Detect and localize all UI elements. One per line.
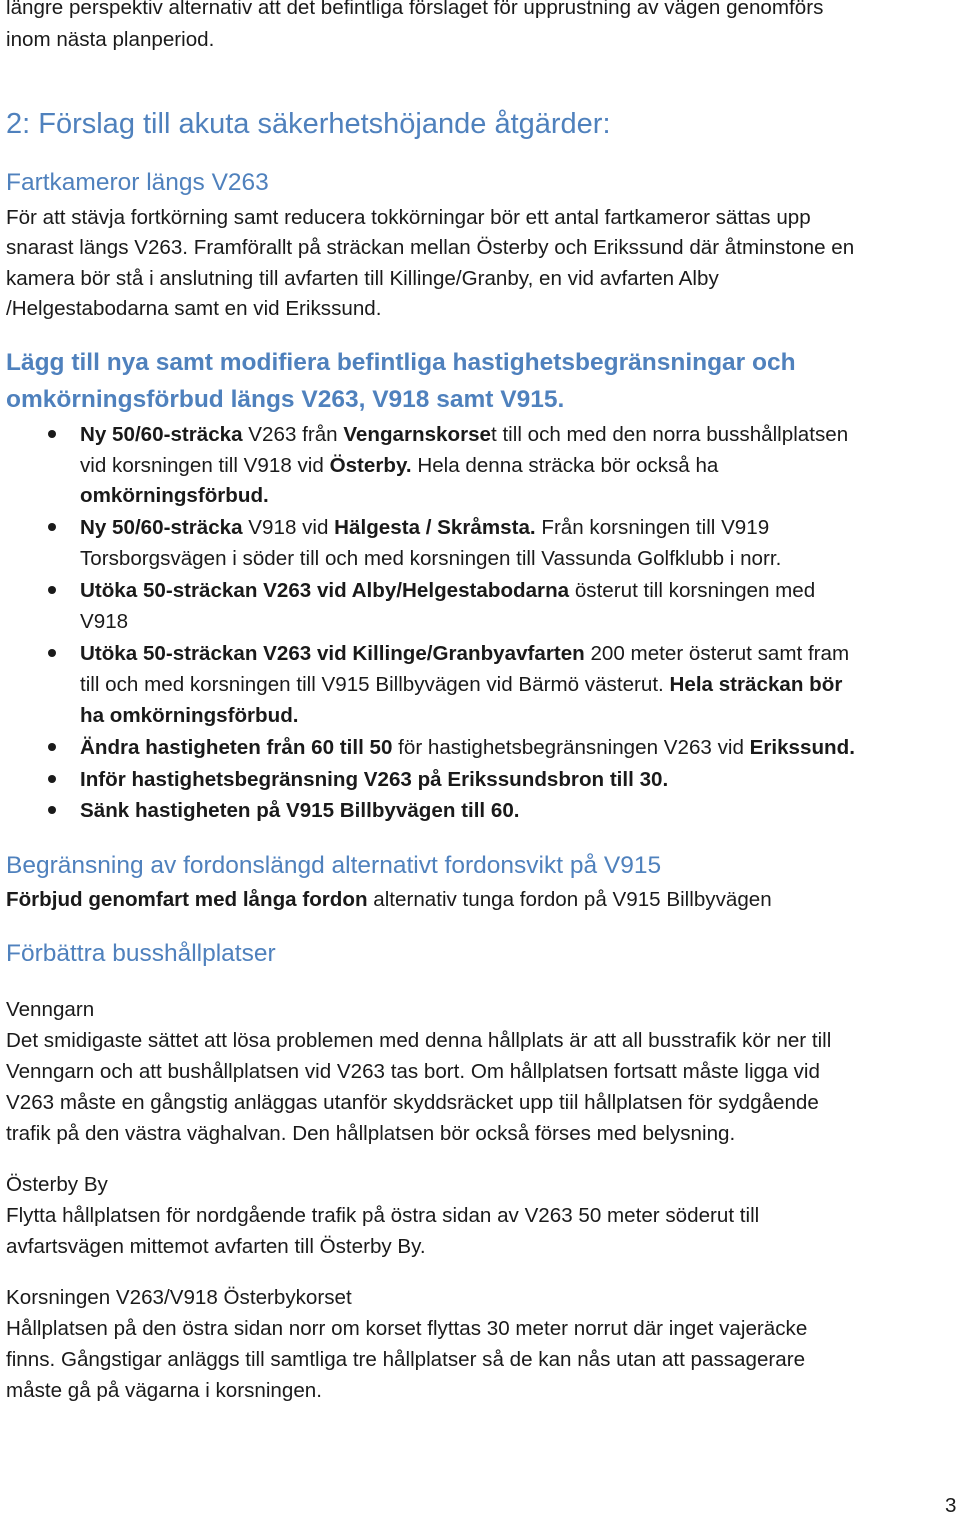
venngarn-line-2: Venngarn och att bushållplatsen vid V263 tas bort. Om hållplatsen fortsatt måste ligga vid xyxy=(6,1060,820,1083)
fordon-line-1: Förbjud genomfart med långa fordon alternativ tunga fordon på V915 Billbyvägen xyxy=(6,888,772,911)
fartkameror-line-2: snarast längs V263. Framförallt på sträckan mellan Österby och Erikssund där åtminstone en xyxy=(6,236,855,259)
osterby-line-1: Flytta hållplatsen för nordgående trafik på östra sidan av V263 50 meter söderut till xyxy=(6,1204,760,1227)
bullet-1-line-2: vid korsningen till V918 vid Österby. Hela denna sträcka bör också ha xyxy=(80,454,719,477)
hastighet-heading-line-2: omkörningsförbud längs V263, V918 samt V915. xyxy=(6,386,565,413)
fartkameror-heading: Fartkameror längs V263 xyxy=(6,169,269,196)
bullet-icon xyxy=(48,806,56,814)
korsning-title: Korsningen V263/V918 Österbykorset xyxy=(6,1286,352,1309)
bullet-3-line-2: V918 xyxy=(80,610,129,633)
venngarn-title: Venngarn xyxy=(6,998,95,1021)
bullet-3-line-1: Utöka 50-sträckan V263 vid Alby/Helgestabodarna österut till korsningen med xyxy=(80,579,816,602)
intro-line-2: inom nästa planperiod. xyxy=(6,28,215,51)
intro-line-1: längre perspektiv alternativ att det befintliga förslaget för upprustning av vägen genomförs xyxy=(6,0,824,19)
bullet-icon xyxy=(48,743,56,751)
bullet-4-line-1: Utöka 50-sträckan V263 vid Killinge/Granbyavfarten 200 meter österut samt fram xyxy=(80,642,850,665)
bullet-2-line-1: Ny 50/60-sträcka V918 vid Hälgesta / Skråmsta. Från korsningen till V919 xyxy=(80,516,770,539)
bullet-icon xyxy=(48,775,56,783)
fartkameror-line-1: För att stävja fortkörning samt reducera tokkörningar bör ett antal fartkameror sättas upp xyxy=(6,206,811,229)
bullet-4-line-3: ha omkörningsförbud. xyxy=(80,704,299,727)
bullet-1-line-3: omkörningsförbud. xyxy=(80,484,269,507)
osterby-title: Österby By xyxy=(6,1173,108,1196)
korsning-line-2: finns. Gångstigar anläggs till samtliga tre hållplatser så de kan nås utan att passagerare xyxy=(6,1348,806,1371)
bullet-icon xyxy=(48,430,56,438)
venngarn-line-4: trafik på den västra väghalvan. Den hållplatsen bör också förses med belysning. xyxy=(6,1122,736,1145)
bullet-icon xyxy=(48,523,56,531)
bullet-icon xyxy=(48,649,56,657)
page-number: 3 xyxy=(945,1494,957,1517)
section-title: 2: Förslag till akuta säkerhetshöjande åtgärder: xyxy=(6,108,611,140)
bullet-7-line-1: Sänk hastigheten på V915 Billbyvägen till 60. xyxy=(80,799,520,822)
venngarn-line-1: Det smidigaste sättet att lösa problemen med denna hållplats är att all busstrafik kör ner till xyxy=(6,1029,832,1052)
korsning-line-1: Hållplatsen på den östra sidan norr om korset flyttas 30 meter norrut där inget vajeräcke xyxy=(6,1317,808,1340)
fartkameror-line-3: kamera bör stå i anslutning till avfarten till Killinge/Granby, en vid avfarten Alby xyxy=(6,267,719,290)
korsning-line-3: måste gå på vägarna i korsningen. xyxy=(6,1379,322,1402)
fartkameror-line-4: /Helgestabodarna samt en vid Erikssund. xyxy=(6,297,382,320)
hastighet-heading-line-1: Lägg till nya samt modifiera befintliga hastighetsbegränsningar och xyxy=(6,349,796,376)
bullet-5-line-1: Ändra hastigheten från 60 till 50 för hastighetsbegränsningen V263 vid Erikssund. xyxy=(80,736,855,759)
bullet-2-line-2: Torsborgsvägen i söder till och med korsningen till Vassunda Golfklubb i norr. xyxy=(80,547,782,570)
osterby-line-2: avfartsvägen mittemot avfarten till Österby By. xyxy=(6,1235,426,1258)
bullet-6-line-1: Inför hastighetsbegränsning V263 på Erikssundsbron till 30. xyxy=(80,768,669,791)
venngarn-line-3: V263 måste en gångstig anläggas utanför skyddsräcket upp tiil hållplatsen för sydgående xyxy=(6,1091,819,1114)
bullet-icon xyxy=(48,586,56,594)
fordon-heading: Begränsning av fordonslängd alternativt fordonsvikt på V915 xyxy=(6,852,662,879)
buss-heading: Förbättra busshållplatser xyxy=(6,940,276,967)
bullet-4-line-2: till och med korsningen till V915 Billbyvägen vid Bärmö västerut. Hela sträckan bör xyxy=(80,673,843,696)
bullet-1-line-1: Ny 50/60-sträcka V263 från Vengarnskorset till och med den norra busshållplatsen xyxy=(80,423,849,446)
